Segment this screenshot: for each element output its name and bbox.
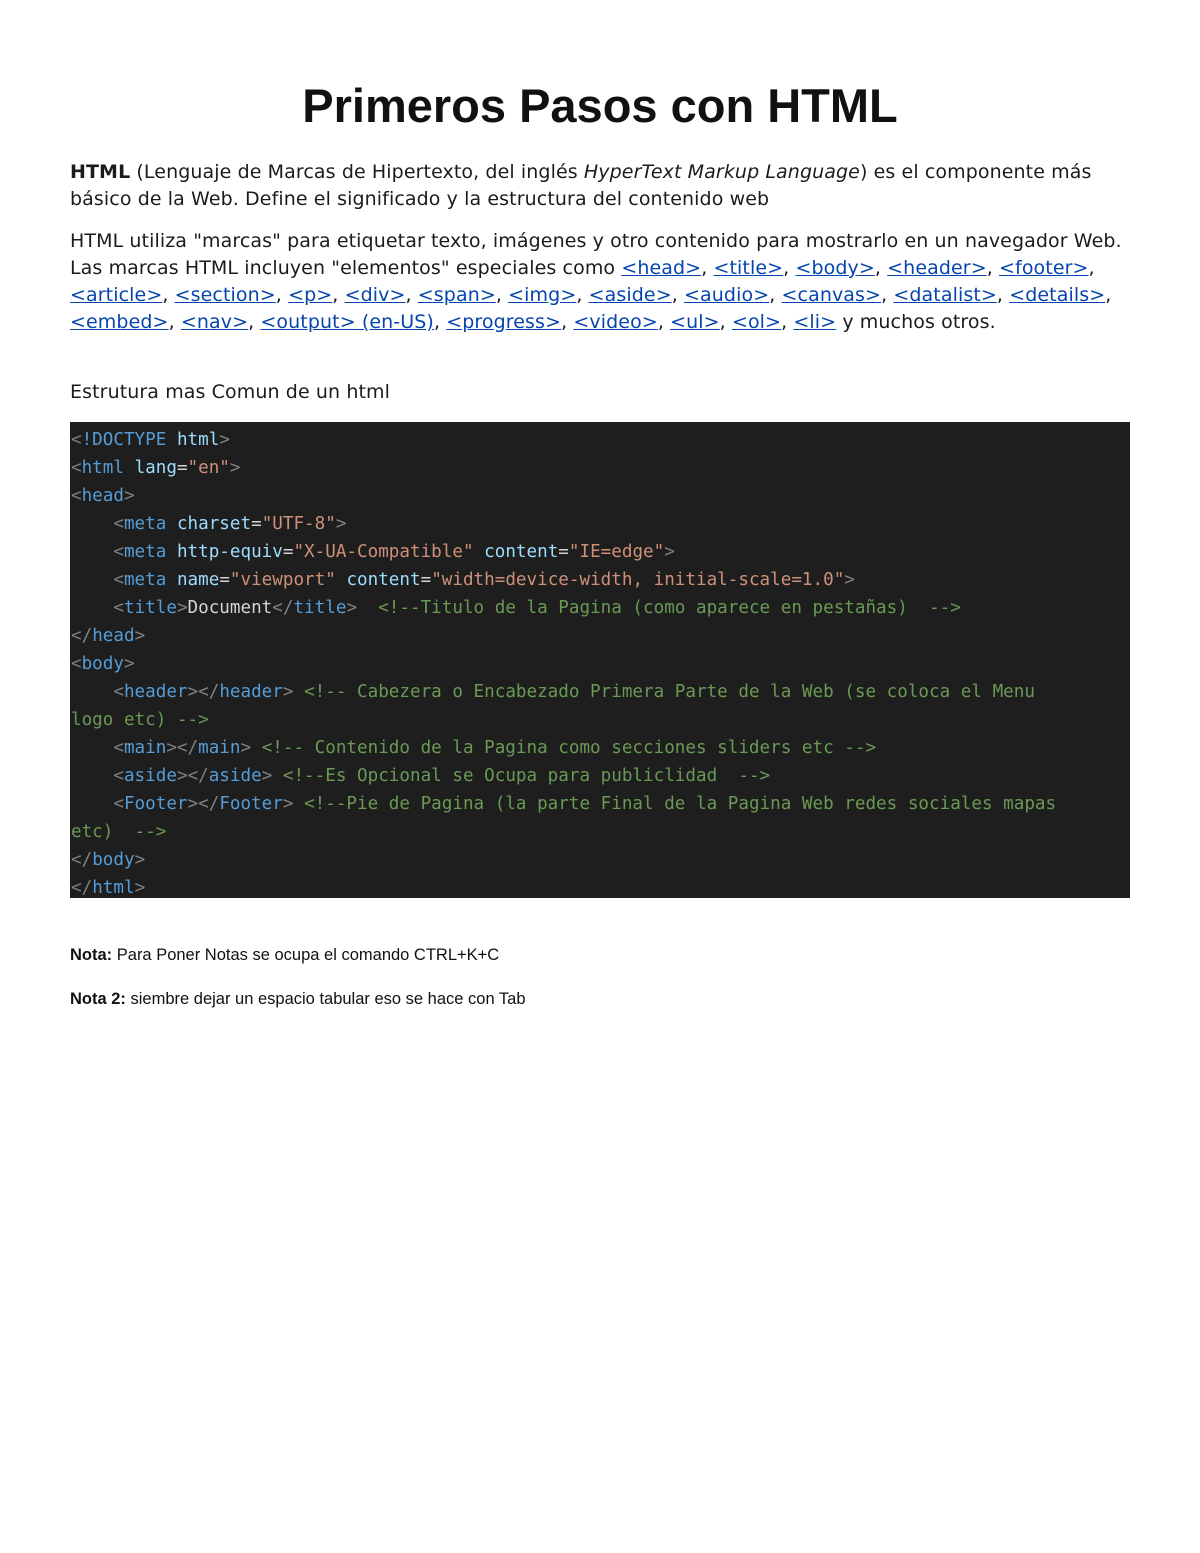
- element-link[interactable]: <section>: [174, 284, 276, 306]
- code-token: [71, 542, 113, 562]
- element-link[interactable]: <output> (en-US): [260, 311, 434, 333]
- code-token: ></: [166, 738, 199, 758]
- code-token: meta: [123, 542, 177, 562]
- element-link[interactable]: <header>: [887, 257, 987, 279]
- code-token: >: [261, 766, 273, 786]
- code-token: =: [176, 458, 188, 478]
- code-token: html: [176, 430, 220, 450]
- code-token: aside: [208, 766, 262, 786]
- link-separator: ,: [701, 257, 714, 279]
- code-token: >: [240, 738, 252, 758]
- code-token: html: [81, 458, 135, 478]
- code-token: >: [134, 626, 146, 646]
- code-line: [71, 454, 1130, 482]
- code-token: </: [272, 598, 294, 618]
- link-separator: ,: [719, 311, 732, 333]
- code-line: [71, 818, 1130, 846]
- code-token: =: [420, 570, 432, 590]
- element-link[interactable]: <details>: [1009, 284, 1106, 306]
- code-token: =: [219, 570, 230, 590]
- code-token: body: [81, 654, 124, 674]
- code-token: [71, 598, 113, 618]
- code-token: logo etc) -->: [71, 710, 209, 730]
- note-1-label: Nota:: [70, 946, 113, 964]
- code-token: </: [71, 850, 93, 870]
- code-token: </: [71, 878, 93, 898]
- code-token: <: [71, 654, 82, 674]
- code-token: head: [81, 486, 124, 506]
- element-link[interactable]: <nav>: [180, 311, 249, 333]
- code-token: [71, 738, 113, 758]
- code-line: [71, 846, 1130, 874]
- code-token: etc) -->: [71, 822, 167, 842]
- code-token: lang: [134, 458, 177, 478]
- intro-text-b: ) es el componente más básico de la Web. Define el significado y la estructura del contenido web: [70, 161, 1092, 210]
- intro-paragraph: [70, 159, 1132, 213]
- markup-text-before: HTML utiliza "marcas" para etiquetar texto, imágenes y otro contenido para mostrarlo en un navegador Web. Las marcas HTML incluyen "elementos" especiales como: [70, 230, 1122, 279]
- code-token: [474, 542, 485, 562]
- code-line: [71, 426, 1130, 454]
- element-link[interactable]: <footer>: [999, 257, 1089, 279]
- code-token: <: [113, 598, 124, 618]
- code-line: [71, 874, 1130, 902]
- code-token: =: [282, 542, 294, 562]
- element-link[interactable]: <datalist>: [893, 284, 997, 306]
- element-link[interactable]: <video>: [573, 311, 658, 333]
- code-token: >: [335, 514, 347, 534]
- code-line: [71, 650, 1130, 678]
- code-token: [71, 682, 113, 702]
- code-token: >: [664, 542, 675, 562]
- code-line: [71, 678, 1130, 706]
- code-token: http-equiv: [176, 542, 283, 562]
- note-2: [70, 990, 526, 1009]
- code-token: main: [198, 738, 241, 758]
- markup-paragraph: [70, 228, 1132, 336]
- code-token: ></: [176, 766, 209, 786]
- code-token: >: [346, 598, 358, 618]
- code-token: <: [113, 542, 124, 562]
- code-token: "X-UA-Compatible": [293, 542, 474, 562]
- element-link[interactable]: <ol>: [731, 311, 782, 333]
- code-line: [71, 706, 1130, 734]
- link-separator: ,: [881, 284, 894, 306]
- code-token: >: [229, 458, 241, 478]
- code-token: head: [92, 626, 135, 646]
- link-separator: ,: [433, 311, 447, 333]
- code-line: [71, 482, 1130, 510]
- code-token: title: [293, 598, 347, 618]
- code-token: "UTF-8": [261, 514, 336, 534]
- element-link[interactable]: <body>: [795, 257, 875, 279]
- code-token: ></: [187, 794, 220, 814]
- code-token: content: [484, 542, 559, 562]
- code-token: >: [282, 794, 294, 814]
- link-separator: ,: [783, 257, 796, 279]
- code-token: >: [123, 654, 135, 674]
- code-token: <: [71, 458, 82, 478]
- structure-heading: Estrutura mas Comun de un html: [70, 381, 390, 403]
- code-token: <!--Pie de Pagina (la parte Final de la Pagina Web redes sociales mapas: [304, 794, 1057, 814]
- code-token: [357, 598, 378, 618]
- code-token: <: [113, 738, 124, 758]
- code-token: [293, 794, 304, 814]
- code-line: [71, 510, 1130, 538]
- code-token: html: [92, 878, 135, 898]
- link-separator: ,: [162, 284, 175, 306]
- code-token: <: [71, 486, 82, 506]
- code-token: <: [113, 794, 124, 814]
- element-link[interactable]: <ul>: [670, 311, 720, 333]
- link-separator: ,: [168, 311, 181, 333]
- code-token: >: [282, 682, 294, 702]
- code-line: [71, 734, 1130, 762]
- markup-text-after: y muchos otros.: [836, 311, 996, 333]
- code-line: [71, 762, 1130, 790]
- code-token: <: [113, 570, 124, 590]
- code-token: name: [176, 570, 220, 590]
- code-token: charset: [176, 514, 252, 534]
- code-token: <!--Es Opcional se Ocupa para publiclidad -->: [282, 766, 771, 786]
- link-separator: ,: [332, 284, 345, 306]
- code-token: [251, 738, 262, 758]
- note-1: [70, 946, 499, 965]
- code-token: >: [134, 850, 146, 870]
- element-link[interactable]: <li>: [793, 311, 837, 333]
- code-token: aside: [123, 766, 177, 786]
- element-link[interactable]: <canvas>: [781, 284, 882, 306]
- code-line: [71, 594, 1130, 622]
- element-link[interactable]: <article>: [70, 284, 163, 306]
- code-token: <: [113, 682, 124, 702]
- note-2-label: Nota 2:: [70, 990, 126, 1008]
- intro-strong: HTML: [70, 161, 131, 183]
- link-separator: ,: [769, 284, 782, 306]
- code-token: <: [71, 430, 82, 450]
- code-token: =: [251, 514, 262, 534]
- code-token: >: [219, 430, 230, 450]
- code-line: [71, 790, 1130, 818]
- element-link[interactable]: <div>: [344, 284, 406, 306]
- code-token: Footer: [219, 794, 283, 814]
- code-token: [71, 570, 113, 590]
- code-token: <!--Titulo de la Pagina (como aparece en pestañas) -->: [378, 598, 961, 618]
- link-separator: ,: [1088, 257, 1095, 279]
- code-line: [71, 538, 1130, 566]
- element-link[interactable]: <span>: [417, 284, 496, 306]
- code-token: </: [71, 626, 93, 646]
- code-token: "viewport": [229, 570, 336, 590]
- code-line: [71, 622, 1130, 650]
- code-token: [272, 766, 283, 786]
- code-token: ></: [187, 682, 220, 702]
- link-separator: ,: [874, 257, 888, 279]
- link-separator: ,: [781, 311, 794, 333]
- code-token: <: [113, 766, 124, 786]
- code-token: meta: [123, 570, 177, 590]
- code-token: body: [92, 850, 135, 870]
- code-token: =: [558, 542, 569, 562]
- code-token: Document: [187, 598, 273, 618]
- intro-em: HyperText Markup Language: [583, 161, 860, 183]
- element-link[interactable]: <embed>: [70, 311, 169, 333]
- element-link[interactable]: <img>: [508, 284, 577, 306]
- code-token: >: [844, 570, 855, 590]
- code-token: "IE=edge": [568, 542, 665, 562]
- code-token: header: [123, 682, 188, 702]
- link-separator: ,: [275, 284, 289, 306]
- code-token: <!-- Cabezera o Encabezado Primera Parte de la Web (se coloca el Menu: [304, 682, 1035, 702]
- page-title: Primeros Pasos con HTML: [302, 79, 898, 132]
- code-token: Footer: [123, 794, 188, 814]
- link-separator: ,: [1105, 284, 1112, 306]
- code-token: [293, 682, 304, 702]
- element-link[interactable]: <progress>: [446, 311, 562, 333]
- code-token: !DOCTYPE: [81, 430, 177, 450]
- code-token: >: [176, 598, 188, 618]
- code-token: [71, 514, 113, 534]
- code-line: [71, 566, 1130, 594]
- element-link[interactable]: <audio>: [684, 284, 770, 306]
- code-token: >: [134, 878, 146, 898]
- code-token: "en": [187, 458, 230, 478]
- code-token: header: [219, 682, 283, 702]
- element-link[interactable]: <aside>: [588, 284, 672, 306]
- link-separator: ,: [657, 311, 671, 333]
- code-token: >: [123, 486, 135, 506]
- code-token: meta: [123, 514, 177, 534]
- code-token: title: [123, 598, 177, 618]
- note-1-text: Para Poner Notas se ocupa el comando CTRL+K+C: [112, 946, 500, 964]
- code-token: [336, 570, 347, 590]
- link-separator: ,: [996, 284, 1010, 306]
- link-separator: ,: [561, 311, 574, 333]
- code-token: "width=device-width, initial-scale=1.0": [431, 570, 845, 590]
- code-token: [71, 766, 113, 786]
- element-link[interactable]: <p>: [288, 284, 333, 306]
- link-separator: ,: [405, 284, 418, 306]
- code-token: <!-- Contenido de la Pagina como secciones sliders etc -->: [261, 738, 877, 758]
- element-link[interactable]: <head>: [621, 257, 702, 279]
- code-token: content: [346, 570, 421, 590]
- code-token: <: [113, 514, 124, 534]
- link-separator: ,: [495, 284, 509, 306]
- code-block: [70, 422, 1130, 898]
- code-token: [71, 794, 113, 814]
- link-separator: ,: [576, 284, 589, 306]
- link-separator: ,: [986, 257, 1000, 279]
- link-separator: ,: [248, 311, 261, 333]
- note-2-text: siembre dejar un espacio tabular eso se hace con Tab: [125, 990, 526, 1008]
- code-token: main: [123, 738, 167, 758]
- link-separator: ,: [671, 284, 685, 306]
- intro-text-a: (Lenguaje de Marcas de Hipertexto, del inglés: [130, 161, 584, 183]
- element-link[interactable]: <title>: [713, 257, 784, 279]
